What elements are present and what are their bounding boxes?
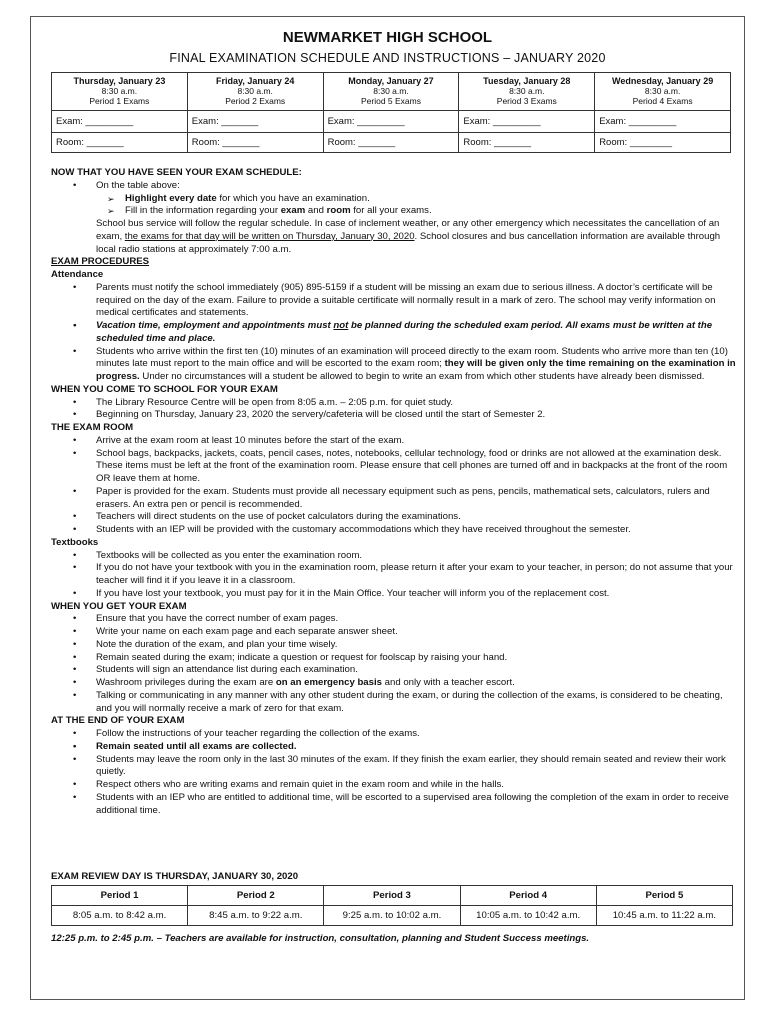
list-item: • Note the duration of the exam, and plan your time wisely. [51,639,736,652]
list-item: • Students with an IEP will be provided with the customary accommodations which they have received throughout the semester. [51,524,736,537]
section-heading: THE EXAM ROOM [51,422,134,433]
bus-paragraph [51,218,736,256]
bold-text: exam [280,205,306,217]
list-item: • Respect others who are writing exams and remain quiet in the exam room and while in the halls. [51,779,736,792]
schedule-day: Monday, January 27 [348,76,434,86]
section-heading: WHEN YOU COME TO SCHOOL FOR YOUR EXAM [51,383,278,395]
schedule-day-cell [52,73,188,111]
period-name: Period 3 [324,886,460,906]
textbooks-list [51,550,736,601]
schedule-time: 8:30 a.m. [373,86,409,96]
period-name: Period 4 [460,886,596,906]
list-item [51,320,736,346]
body-text: for which you have an examination. [216,192,370,204]
schedule-day: Wednesday, January 29 [611,76,714,86]
list-item: • The Library Resource Centre will be open from 8:05 a.m. – 2:05 p.m. for quiet study. [51,397,736,410]
schedule-period: Period 5 Exams [360,96,421,106]
list-item: • Students may leave the room only in the last 30 minutes of the exam. If they finish the exam earlier, they should remain seated and review their work quietly. [51,754,736,780]
attendance-list [51,282,736,384]
schedule-time: 8:30 a.m. [237,86,273,96]
room-field[interactable]: Room: _______ [187,133,323,153]
schedule-exam-row [52,111,731,133]
body-text: Under no circumstances will a student be allowed to begin to write an exam from which other students have already been dismissed. [139,371,705,382]
list-item: • Arrive at the exam room at least 10 minutes before the start of the exam. [51,435,736,448]
schedule-day-cell [323,73,459,111]
body-text: and only with a teacher escort. [381,677,515,688]
list-item: • If you have lost your textbook, you must pay for it in the Main Office. Your teacher will inform you of the replacement cost. [51,588,736,601]
list-item [51,205,736,218]
review-time-row [52,906,733,926]
page-subtitle: FINAL EXAMINATION SCHEDULE AND INSTRUCTIONS – JANUARY 2020 [169,51,606,65]
intro-list [51,180,736,218]
exam-field[interactable]: Exam: _______ [187,111,323,133]
underlined-text: not [333,320,349,331]
list-item: • Paper is provided for the exam. Students must provide all necessary equipment such as pens, pencils, mathematical sets, calculators, rulers and erasers. An extra pen or pencil is recommended. [51,486,736,512]
section-heading: AT THE END OF YOUR EXAM [51,715,185,727]
schedule-period: Period 2 Exams [225,96,286,106]
schedule-day: Tuesday, January 28 [483,76,571,86]
exam-schedule-table [51,72,731,153]
bold-text: on an emergency basis [275,677,382,688]
when-get-list [51,613,736,715]
schedule-header-row [52,73,731,111]
period-time: 8:05 a.m. to 8:42 a.m. [52,906,188,926]
section-heading: WHEN YOU GET YOUR EXAM [51,600,187,612]
body-text: School bus service will follow the regular schedule. In case of inclement weather, or any other emergency which necessitates the cancellation of an exam, [96,218,720,242]
room-field[interactable]: Room: _______ [459,133,595,153]
period-name: Period 2 [188,886,324,906]
list-item: • If you do not have your textbook with you in the examination room, please return it after your exam to your teacher, in person; do not assume that your teacher will find it if you leave it in a classroom. [51,562,736,588]
body-text: . School closures and bus cancellation information are available through local radio stations at approximately 7:00 a.m. [96,230,721,255]
highlight-text: Highlight every date [125,192,217,204]
list-item: • Beginning on Thursday, January 23, 2020 the servery/cafeteria will be closed until the start of Semester 2. [51,409,736,422]
section-heading: Textbooks [51,536,99,548]
bold-text: room [326,205,351,217]
emphasis-text: be planned during the scheduled exam period. All exams must be written at the scheduled time and place. [96,320,713,344]
schedule-day-cell [459,73,595,111]
schedule-period: Period 3 Exams [496,96,557,106]
period-time: 8:45 a.m. to 9:22 a.m. [188,906,324,926]
end-list [51,728,736,817]
review-day-heading: EXAM REVIEW DAY IS THURSDAY, JANUARY 30, 2020 [51,871,299,882]
exam-room-list [51,435,736,537]
list-item: • On the table above: [51,180,736,193]
body-text: Fill in the information regarding your [125,205,281,217]
list-item: • Ensure that you have the correct number of exam pages. [51,613,736,626]
emphasis-text: Vacation time, employment and appointments must [96,320,334,331]
schedule-day-cell [595,73,731,111]
list-item [51,193,736,206]
period-name: Period 1 [52,886,188,906]
schedule-day: Thursday, January 23 [73,76,166,86]
room-field[interactable]: Room: _______ [52,133,188,153]
bold-text: they will be given only the time remaining on the examination in progress. [96,358,736,382]
schedule-day: Friday, January 24 [216,76,295,86]
schedule-time: 8:30 a.m. [101,86,138,96]
review-header-row [52,886,733,906]
exam-field[interactable]: Exam: _________ [323,111,459,133]
section-heading: Attendance [51,269,104,280]
list-item: • Remain seated until all exams are collected. [51,741,736,754]
list-item [51,346,736,384]
underlined-text: the exams for that day will be written on Thursday, January 30, 2020 [124,230,415,242]
period-time: 10:45 a.m. to 11:22 a.m. [596,906,732,926]
list-item: • Parents must notify the school immediately (905) 895-5159 if a student will be missing an exam due to serious illness. A doctor’s certificate will be required on the day of the exam. Failure to provide a suitable certificate will normally result in a mark of zero. The school may verify information on medical certificates and statements. [51,282,736,320]
period-name: Period 5 [596,886,732,906]
schedule-period: Period 4 Exams [632,96,693,106]
intro-heading: NOW THAT YOU HAVE SEEN YOUR EXAM SCHEDULE: [51,167,302,178]
body-text: and [305,205,327,217]
body-text: Students who arrive within the first ten (10) minutes of an examination will proceed directly to the exam room. Students who arrive more than ten (10) minutes late must report to the main office and will be escorted to the exam room; [96,345,728,370]
list-item: • Remain seated during the exam; indicate a question or request for foolscap by raising your hand. [51,652,736,665]
teacher-availability-note: 12:25 p.m. to 2:45 p.m. – Teachers are available for instruction, consultation, planning and Student Success meetings. [51,933,590,944]
list-item: • Follow the instructions of your teacher regarding the collection of the exams. [51,728,736,741]
schedule-room-row [52,133,731,153]
list-item: • Students with an IEP who are entitled to additional time, will be escorted to a supervised area following the completion of the exam in order to receive additional time. [51,792,736,818]
room-field[interactable]: Room: ________ [595,133,731,153]
page-title: NEWMARKET HIGH SCHOOL [282,29,493,46]
instructions-body [51,167,736,817]
list-item: • Textbooks will be collected as you enter the examination room. [51,550,736,563]
period-time: 10:05 a.m. to 10:42 a.m. [460,906,596,926]
review-periods-table [51,885,733,926]
body-text: for all your exams. [350,205,432,217]
exam-field[interactable]: Exam: _________ [52,111,188,133]
list-item: • Talking or communicating in any manner with any other student during the exam, or during the collection of the exams, is considered to be cheating, and you will normally receive a mark of zero for that exam. [51,690,736,716]
schedule-period: Period 1 Exams [89,96,150,106]
list-item: • Students will sign an attendance list during each examination. [51,664,736,677]
schedule-day-cell [187,73,323,111]
exam-field[interactable]: Exam: _________ [459,111,595,133]
when-come-list [51,397,736,423]
exam-field[interactable]: Exam: _________ [595,111,731,133]
section-heading: EXAM PROCEDURES [51,256,150,268]
document-page [30,16,745,1000]
list-item [51,677,736,690]
list-item: • Teachers will direct students on the use of pocket calculators during the examinations. [51,511,736,524]
schedule-time: 8:30 a.m. [644,86,681,96]
schedule-time: 8:30 a.m. [509,86,545,96]
list-item: • Write your name on each exam page and each separate answer sheet. [51,626,736,639]
room-field[interactable]: Room: _______ [323,133,459,153]
period-time: 9:25 a.m. to 10:02 a.m. [324,906,460,926]
list-item: • School bags, backpacks, jackets, coats, pencil cases, notes, notebooks, cellular technology, food or drinks are not allowed at the examination desk. These items must be left at the front of the examination room. Please ensure that cell phones are turned off and in backpacks at the front of the room OR leave them at home. [51,448,736,486]
body-text: Washroom privileges during the exam are [96,677,276,688]
